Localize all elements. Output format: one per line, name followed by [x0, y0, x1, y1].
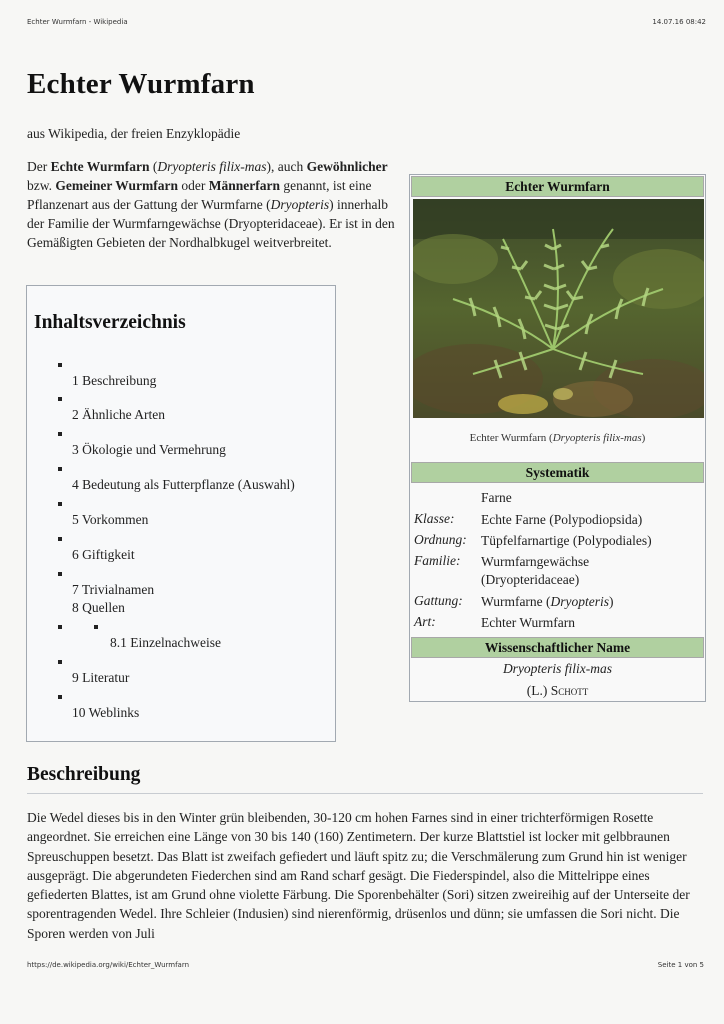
section-divider [27, 793, 703, 794]
intro-text: genannt, ist eine Pflanzenart aus der Gattung der Wurmfarne ( [27, 178, 372, 212]
bullet-icon [58, 660, 62, 664]
intro-paragraph [27, 157, 397, 252]
author-citation [410, 683, 705, 699]
label-klasse: Klasse: [414, 511, 455, 526]
taxobox-title: Echter Wurmfarn [411, 176, 704, 197]
toc-item-quellen[interactable]: 8 Quellen [72, 600, 125, 615]
intro-text: bzw. [27, 178, 56, 193]
intro-species-link[interactable]: Dryopteris filix-mas [157, 159, 267, 174]
toc-item-beschreibung[interactable]: 1 Beschreibung [72, 373, 157, 388]
bullet-icon [58, 695, 62, 699]
bullet-icon [58, 467, 62, 471]
intro-bold-name: Echte Wurmfarn [50, 159, 150, 174]
intro-text: ) innerhalb der Familie der Wurmfarngewächse (Dryopteridaceae). Er ist in den Gemäßigten Gebieten der Nordhalbkugel weitverbreitet. [27, 197, 395, 250]
value-klasse[interactable]: Echte Farne (Polypodiopsida) [481, 512, 643, 527]
toc-item-aehnliche-arten[interactable]: 2 Ähnliche Arten [72, 407, 165, 422]
intro-text: Der [27, 159, 51, 174]
scientific-name: Dryopteris filix-mas [502, 661, 613, 676]
bullet-icon [58, 625, 62, 629]
toc-item-oekologie[interactable]: 3 Ökologie und Vermehrung [72, 442, 226, 457]
label-gattung: Gattung: [414, 593, 463, 608]
photo-caption [410, 432, 705, 444]
value-familie-latin[interactable]: (Dryopteridaceae) [481, 572, 580, 587]
caption-text: ) [641, 432, 646, 444]
gattung-text: ) [609, 594, 614, 609]
intro-text: oder [177, 178, 209, 193]
print-header-title: Echter Wurmfarn - Wikipedia [27, 18, 128, 26]
fern-image-icon [413, 199, 704, 418]
bullet-icon [58, 572, 62, 576]
label-familie: Familie: [414, 553, 461, 568]
value-ordnung[interactable]: Tüpfelfarnartige (Polypodiales) [481, 533, 652, 548]
bullet-icon [58, 363, 62, 367]
print-footer-url: https://de.wikipedia.org/wiki/Echter_Wurmfarn [27, 961, 190, 969]
gattung-italic: Dryopteris [550, 594, 610, 609]
section-heading-beschreibung: Beschreibung [27, 764, 141, 785]
print-footer-page: Seite 1 von 5 [657, 961, 704, 969]
toc-item-giftigkeit[interactable]: 6 Giftigkeit [72, 547, 135, 562]
intro-bold-name: Gewöhnlicher [306, 159, 388, 174]
bullet-icon [58, 397, 62, 401]
toc-item-einzelnachweise[interactable]: 8.1 Einzelnachweise [110, 635, 221, 650]
label-ordnung: Ordnung: [414, 532, 467, 547]
toc-item-trivialnamen[interactable]: 7 Trivialnamen [72, 582, 155, 597]
intro-genus-link[interactable]: Dryopteris [270, 197, 330, 212]
bullet-icon [94, 625, 98, 629]
toc-item-vorkommen[interactable]: 5 Vorkommen [72, 512, 149, 527]
value-gattung[interactable] [481, 593, 614, 611]
fern-photo[interactable] [413, 199, 704, 418]
table-of-contents [26, 285, 336, 742]
bullet-icon [58, 432, 62, 436]
intro-bold-name: Männerfarn [208, 178, 280, 193]
intro-bold-name: Gemeiner Wurmfarn [55, 178, 178, 193]
caption-text: Echter Wurmfarn ( [469, 432, 553, 444]
page-title: Echter Wurmfarn [27, 68, 255, 100]
taxon-farne[interactable]: Farne [481, 490, 512, 505]
scientific-name-header[interactable]: Wissenschaftlicher Name [411, 637, 704, 658]
label-art: Art: [414, 614, 436, 629]
toc-title: Inhaltsverzeichnis [34, 312, 186, 333]
systematik-header[interactable]: Systematik [411, 462, 704, 483]
author-prefix: (L.) [526, 683, 551, 698]
intro-text: ( [149, 159, 158, 174]
bullet-icon [58, 537, 62, 541]
print-header-timestamp: 14.07.16 08:42 [652, 18, 706, 26]
toc-item-weblinks[interactable]: 10 Weblinks [72, 705, 140, 720]
value-art: Echter Wurmfarn [481, 615, 576, 630]
bullet-icon [58, 502, 62, 506]
section-body-text: Die Wedel dieses bis in den Winter grün bleibenden, 30-120 cm hohen Farnes sind in einer trichterförmigen Rosette angeordnet. Sie erreichen eine Länge von 30 bis 140 (160) Zentimetern. Der kurze Blattstiel ist locker mit gelbbraunen Spreuschuppen besetzt. Das Blatt ist zweifach gefiedert und läuft spitz zu; die Verschmälerung zum Grund hin ist weniger ausgeprägt. Die abgerundeten Fiederchen sind am Rand scharf gesägt. Die Fiederspindel, also die Mittelrippe eines gefiederten Blattes, ist am Grund ohne violette Färbung. Die Sporenbehälter (Sori) sitzen zweireihig auf der Unterseite der sporentragenden Wedel. Ihre Schleier (Indusien) sind nierenförmig, drüsenlos und dünn; sie umfassen die Sori nicht. Die Sporen werden von Juli [27, 810, 690, 941]
taxobox [409, 174, 706, 702]
intro-text: ), auch [266, 159, 307, 174]
caption-species: Dryopteris filix-mas [552, 432, 642, 444]
gattung-text: Wurmfarne ( [481, 594, 551, 609]
toc-item-literatur[interactable]: 9 Literatur [72, 670, 130, 685]
page-subtitle: aus Wikipedia, der freien Enzyklopädie [27, 126, 241, 141]
value-familie[interactable]: Wurmfarngewächse [481, 554, 590, 569]
toc-item-futterpflanze[interactable]: 4 Bedeutung als Futterpflanze (Auswahl) [72, 477, 295, 492]
author-name-link[interactable]: Schott [550, 683, 589, 698]
